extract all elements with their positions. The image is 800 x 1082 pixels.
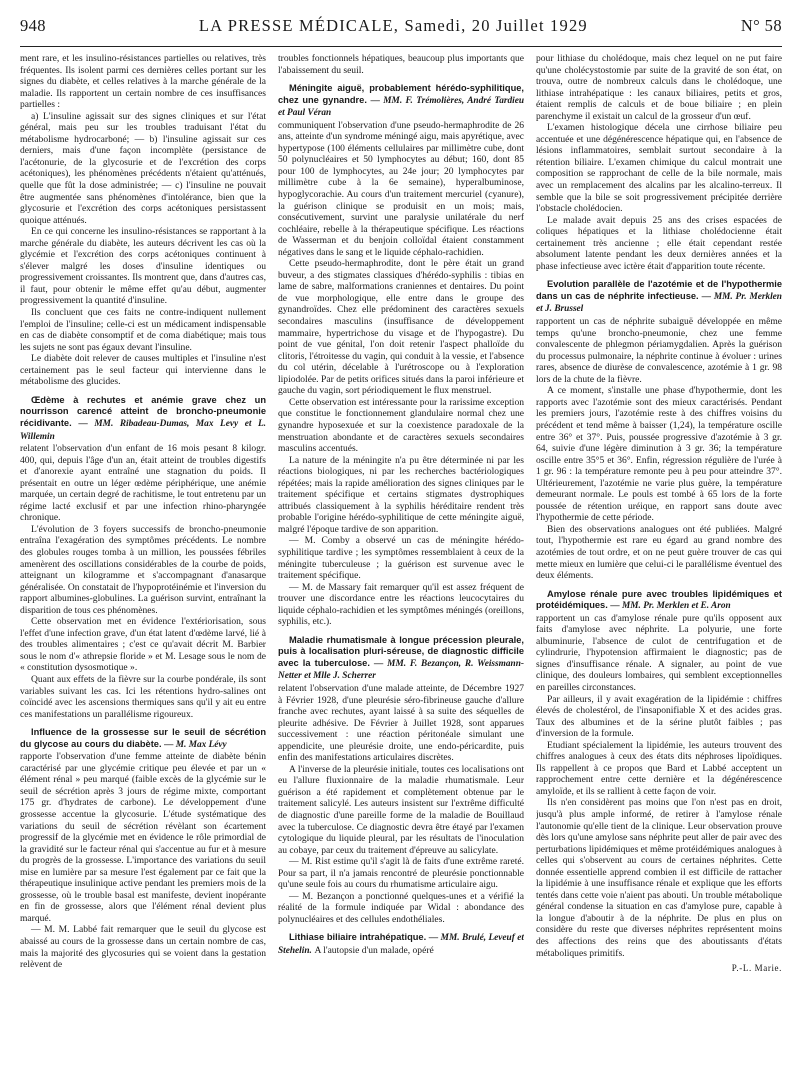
paragraph: rapporte l'observation d'une femme atteinte de diabète bénin caractérisé par une glycémie critique peu élevée et par un « élément rénal » peu marqué (faible excès de la glycémie sur le seuil de sécrétion après 3 jours de régime mixte, comportant 175 gr. d'hydrates de carbone). Le développement d'une grossesse accentue la glycosurie. L'étude systématique des variations du seuil de sécrétion révèlant son écartement progressif de la glycémie met en évidence le rôle primordial de la gravidité sur le facteur rénal qui s'accentue au fur et à mesure du progrès de la grossesse. L'importance des variations du seuil mise en lumière par sa mesure l'est également par ce fait que la thérapeutique insulinique active pendant les premiers mois de la grossesse, où le trouble basal est manifeste, devient inopérante en fin de grossesse, alors que l'élément rénal devient plus marqué. [20, 751, 266, 924]
paragraph: Le diabète doit relever de causes multiples et l'insuline n'est certainement pas le seul facteur qui intervienne dans le métabolisme des glucides. [20, 353, 266, 388]
heading-authors: — MM. Ribadeau-Dumas, Max Levy et L. Willemin [20, 418, 266, 442]
paragraph: — M. de Massary fait remarquer qu'il est assez fréquent de trouver une discordance entre les réactions leucocytaires du liquide céphalo-rachidien et les symptômes méningés (oreillons, syphilis, etc.). [278, 581, 524, 628]
heading-tail: A l'autopsie d'un malade, opéré [314, 945, 434, 957]
issue-number: N° 58 [740, 16, 782, 35]
section-heading [536, 589, 782, 613]
heading-authors: — MM. Pr. Merklen et J. Brussel [536, 291, 782, 315]
paragraph: Le malade avait depuis 25 ans des crises espacées de coliques hépatiques et la lithiase cholédocienne était certainement très ancienne ; elle était cependant restée absolument latente pendant les deux dernières années et la phase infectieuse avec ictère était d'apparition toute récente. [536, 214, 782, 272]
column-2 [278, 53, 524, 1075]
signature: P.-L. Marie. [731, 963, 782, 974]
paragraph: communiquent l'observation d'une pseudo-hermaphrodite de 26 ans, atteinte d'un syndrome méningé aigu, mais apyrétique, avec hypertypose (100 éléments cellulaires par millimètre cube, dont 50 polynucléaires et 50 lymphocytes au début; 160, dont 85 pour 100 de lymphocytes, au 24e jour; 20 lymphocytes par millimètre cube à la 6e semaine), hyperalbuminose, hypoglycorachie. Au cours d'un traitement mercuriel (cyanure), la guérison clinique se produisit en un mois; mais, consécutivement, survint une paralysie unilatérale du nerf cochléaire, rebelle à la thérapeutique spécifique. Les réactions de Wasserman et du benjoin colloïdal étaient constamment négatives dans le sang et le liquide céphalo-rachidien. [278, 119, 524, 258]
paragraph: troubles fonctionnels hépatiques, beaucoup plus importants que l'abaissement du seuil. [278, 53, 524, 76]
heading-authors: — MM. F. Bezançon, R. Weissmann-Netter et Mlle J. Scherrer [278, 658, 524, 682]
paragraph: A ce moment, s'installe une phase d'hypothermie, dont les rapports avec l'azotémie sont des mieux caractérisés. Pendant les premiers jours, l'azotémie reste à des chiffres voisins du précédent et tend même à baisser (1,24), la température oscille entre 36° et 37°. Puis, poussée progressive d'azotémie à 3 gr. 64, suivie d'une légère diminution à 3 gr. 36; la température oscille entre 35°5 et 36°. Enfin, régression régulière de l'urée à 1 gr. 96 : la température remonte peu à peu pour atteindre 37°. Ultérieurement, l'azotémie ne varie plus guère, la température demeurant normale. Le pouls est tombé à 65 lors de la forte poussée de rétention uréique, en rapport sans doute avec l'hypothermie de cette période. [536, 385, 782, 524]
paragraph: ment rare, et les insulino-résistances partielles ou relatives, très fréquentes. Ils isolent parmi ces dernières celles portant sur les signes du diabète, et celles relatives à la marche générale de la maladie. Ils rapportent un certain nombre de ces insuffisances partielles : [20, 53, 266, 111]
journal-title: LA PRESSE MÉDICALE, Samedi, 20 Juillet 1929 [198, 16, 588, 35]
paragraph: Quant aux effets de la fièvre sur la courbe pondérale, ils sont variables suivant les cas. Ici les rétentions hydro-salines ont coïncidé avec les ascensions thermiques sans qu'il y ait eu entre ces manifestations un parallélisme rigoureux. [20, 673, 266, 720]
paragraph: Ils n'en considèrent pas moins que l'on n'est pas en droit, jusqu'à plus ample informé, de retirer à l'amylose rénale l'autonomie qu'elle tient de la clinique. Leur observation prouve dès lors qu'une amylose sans néphrite peut aller de pair avec des perturbations lipidémiques et même protéidémiques analogues à celles qui s'observent au cours de certaines néphrites. Cette donnée essentielle apprend combien il est difficile de rattacher la lipidémie à une insuffisance rénale et explique que les efforts tentés dans cette voie n'aient pas abouti. Un trouble métabolique général condense la situation en cas d'amylose pure, capable à la longue d'aboutir à de la néphrite. De plus en plus on considère du reste que diverses néphrites représentent moins des affections des reins que des aboutissants d'états métaboliques primitifs. [536, 797, 782, 959]
paragraph: A l'inverse de la pleurésie initiale, toutes ces localisations ont eu l'allure fluxionnaire de la maladie rhumatismale. Leur guérison a été rapidement et complètement obtenue par le traitement salicylé. Les auteurs insistent sur l'extrême difficulté de diagnostic d'une pareille forme de la maladie de Bouillaud avec la tuberculose. Ce diagnostic devra être étayé par l'examen cytologique du liquide pleural, par les résultats de l'inoculation au cobaye, par ceux du traitement d'épreuve au salicylate. [278, 763, 524, 856]
paragraph: Cette observation met en évidence l'extériorisation, sous l'effet d'une infection grave, d'un état latent d'œdème larvé, lié à des troubles alimentaires ; c'est ce qu'avait décrit M. Barbier sous le nom d'« athrepsie floride » et M. Lesage sous le nom de « constitution dysosmotique ». [20, 616, 266, 674]
paragraph: — M. M. Labbé fait remarquer que le seuil du glycose est abaissé au cours de la grossesse dans un certain nombre de cas, mais la majorité des glycosuries qui se voient dans la gestation relèvent de [20, 924, 266, 971]
heading-title: Méningite aiguë, probablement hérédo-syphilitique, chez une gynandre. [278, 83, 524, 105]
column-1 [20, 53, 266, 1075]
heading-title: Amylose rénale pure avec troubles lipidémiques et protéidémiques. [536, 588, 782, 611]
paragraph: Cette pseudo-hermaphrodite, dont le père était un grand buveur, a des stigmates classiques d'hérédo-syphilis : tibias en lame de sabre, malformations craniennes et dentaires. Du point de vue morphologique, elle entre dans le groupe des gynandroïdes. Chez elle prédominent des caractères sexuels secondaires masculins (insuffisance de développement mammaire, hypertrichose du visage et de l'hypogastre). Du point de vue génital, l'on doit retenir l'aspect phalloïde du clitoris, l'étroitesse du vagin, qui conduit à la vessie, et l'absence du col utérin, décelable à l'urétroscope ou à l'exploration lipiodolée. Par de petits orifices situés dans la paroi inférieure et gauche du vagin, sort périodiquement le flux menstruel. [278, 258, 524, 397]
paragraph: — M. Rist estime qu'il s'agit là de faits d'une extrême rareté. Pour sa part, il n'a jamais rencontré de pleurésie ponctionnable qu'une seule fois au cours du rhumatisme articulaire aigu. [278, 856, 524, 891]
heading-title: Maladie rhumatismale à longue précession pleurale, puis à localisation pluri-séreuse, de diagnostic difficile avec la tuberculose. [278, 634, 524, 668]
paragraph: L'examen histologique décela une cirrhose biliaire peu accentuée et une dégénérescence hépatique qui, en l'absence de lésions inflammatoires, semblait surtout secondaire à la rétention biliaire. L'examen chimique du calcul montrait une composition se rapprochant de celle de la bile normale, mais avec un remplacement des alcalins par les alcalino-terreux. Il semble que la bile se soit progressivement précipitée derrière l'obstacle cholédocien. [536, 122, 782, 215]
heading-title: Influence de la grossesse sur le seuil de sécrétion du glycose au cours du diabète. [20, 727, 266, 749]
page-header [20, 16, 782, 42]
section-heading [20, 395, 266, 443]
paragraph: En ce qui concerne les insulino-résistances se rapportant à la marche générale du diabète, les auteurs décrivent les cas où la glycémie et l'excrétion des corps acétoniques continuent à s'élever malgré les doses d'insuline identiques ou progressivement croissantes. Ils montrent que, dans d'autres cas, il faut, pour obtenir le même effet qu'au début, augmenter progressivement la quantité d'insuline. [20, 226, 266, 307]
heading-authors: — MM. Pr. Merklen et E. Aron [610, 601, 731, 612]
section-heading [536, 279, 782, 316]
paragraph: — M. Comby a observé un cas de méningite hérédo-syphilitique tardive ; les symptômes ressemblaient à ceux de la méningite tuberculeuse ; la guérison est survenue avec le traitement spécifique. [278, 535, 524, 582]
heading-title: Œdème à rechutes et anémie grave chez un nourrisson carencé atteint de broncho-pneumonie récidivante. [20, 394, 266, 428]
paragraph: relatent l'observation d'un enfant de 16 mois pesant 8 kilogr. 400, qui, depuis l'âge d'un an, était atteint de troubles digestifs et d'anorexie ayant entraîné une stagnation du poids. Il présentait en outre un léger œdème périphérique, une anémie marquée, un certain degré de rachitisme, le tout entretenu par un régime lacté exclusif et par une infection rhino-pharyngée chronique. [20, 443, 266, 524]
section-heading [20, 727, 266, 751]
paragraph: a) L'insuline agissait sur des signes cliniques et sur l'état général, mais peu sur les troubles traduisant l'état du métabolisme hydrocarboné; — b) l'insuline agissait sur ces derniers, mais d'une façon incomplète (persistance de l'acétonurie, de la glycosurie et de l'excrétion des corps acétoniques), les phénomènes précédents n'étaient qu'atténués, quelle que fût la dose administrée; — c) l'insuline ne pouvait être augmentée sans phénomènes d'intolérance, bien que la glycosurie et l'excrétion des corps acétoniques persistassent quoique atténués. [20, 110, 266, 226]
heading-authors: — M. Max Lévy [164, 739, 227, 750]
paragraph: Par ailleurs, il y avait exagération de la lipidémie : chiffres élevés de cholestérol, de l'insaponifiable X et des acides gras. Taux des albumines et de la sérine plutôt faibles ; pas d'inversion de la formule. [536, 693, 782, 740]
paragraph: Bien des observations analogues ont été publiées. Malgré tout, l'hypothermie est rare eu égard au grand nombre des azotémies de tout ordre, et on ne peut guère trouver de cas qui mette mieux en lumière que celui-ci le parallélisme éventuel des deux éléments. [536, 523, 782, 582]
paragraph: rapportent un cas de néphrite subaiguë développée en même temps qu'une broncho-pneumonie, chez une femme convalescente de phlegmon périamygdalien. Après la guérison du processus pulmonaire, la néphrite continue à évoluer : urines rares, absence de diurèse de convalescence, azotémie à 1 gr. 98 lors de la chute de la fièvre. [536, 316, 782, 385]
section-heading [278, 635, 524, 683]
paragraph: Cette observation est intéressante pour la rarissime exception que constitue le fonctionnement glandulaire normal chez une gynandre hyposexuée et sur la coexistence paradoxale de la menstruation abondante et de caractères sexuels secondaires masculins accentués. [278, 396, 524, 455]
paragraph: rapportent un cas d'amylose rénale pure qu'ils opposent aux faits d'amylose avec néphrite. La polyurie, une forte albuminurie, l'absence de culot de centrifugation et de cylindrurie, l'hypotension affirmaient le diagnostic; pas de signes d'insuffisance rénale. A signaler, au point de vue clinique, des douleurs lombaires, qui semblent exceptionnelles en pareilles circonstances. [536, 612, 782, 693]
page-number: 948 [20, 16, 46, 35]
columns [20, 46, 782, 1075]
heading-authors: — MM. Brulé, Leveuf et Stehelin. [278, 933, 524, 957]
paragraph: Etudiant spécialement la lipidémie, les auteurs trouvent des chiffres analogues à ceux des états dits néphroses lipoïdiques. Ils rappellent à ce propos que Bard et Labbé acceptent un rapprochement entre cette dernière et la dégénérescence amyloïde, et ils se rallient à cette façon de voir. [536, 739, 782, 797]
column-3 [536, 53, 782, 1075]
section-heading [278, 932, 524, 957]
paragraph: Ils concluent que ces faits ne contre-indiquent nullement l'emploi de l'insuline; celle-ci est un médicament indispensable en cas de diabète consomptif et de coma diabétique; mais tous les sujets ne sont pas égaux devant l'insuline. [20, 307, 266, 353]
paragraph: L'évolution de 3 foyers successifs de broncho-pneumonie entraîna l'exagération des symptômes précédents. Le nombre des globules rouges tomba à un million, les poussées fébriles amenèrent des oscillations considérables de la courbe de poids, atteignant un kilogramme et s'accompagnant d'anasarque généralisée. On constatait de l'hypoprotéinémie et l'inversion du rapport albumines-globulines. La guérison survint, entraînant la disparition de tous ces phénomènes. [20, 523, 266, 616]
heading-title: Lithiase biliaire intrahépatique. [289, 932, 427, 943]
paragraph: relatent l'observation d'une malade atteinte, de Décembre 1927 à Février 1928, d'une pleurésie séro-fibrineuse gauche d'allure franche avec rechutes, ayant laissé à sa suite des séquelles de pleurite adhésive. De Février à Juillet 1928, sont apparues successivement : une réaction péritonéale simulant une appendicite, une pleurésie droite, une endo-péricardite, puis enfin des manifestations articulaires discrètes. [278, 682, 524, 764]
heading-authors: — MM. F. Trémolières, André Tardieu et Paul Véran [278, 95, 524, 119]
paragraph: — M. Bezançon a ponctionné quelques-unes et a vérifié la réalité de la formule indiquée par Widal : abondance des polynucléaires et des cellules endothéliales. [278, 890, 524, 925]
paragraph: La nature de la méningite n'a pu être déterminée ni par les réactions biologiques, ni par les recherches bactériologiques répétées; mais la rapide amélioration des signes cliniques par le traitement spécifique et certains stigmates dystrophiques attribués classiquement à la syphilis héréditaire rendent très probable l'origine hérédo-syphilitique de cette méningite aiguë, malgré l'époque tardive de son apparition. [278, 454, 524, 535]
section-heading [278, 83, 524, 120]
heading-title: Evolution parallèle de l'azotémie et de l'hypothermie dans un cas de néphrite infectieuse. [536, 279, 782, 301]
paragraph: pour lithiase du cholédoque, mais chez lequel on ne put faire qu'une cholécystostomie par suite de la gravité de son état, on trouva, outre de nombreux calculs dans le cholédoque, une lithiase intrahépatique : les canaux biliaires, petits et gros, étaient remplis de calculs et de boue biliaire ; en plein parenchyme il existait un calcul de la grosseur d'un œuf. [536, 53, 782, 122]
